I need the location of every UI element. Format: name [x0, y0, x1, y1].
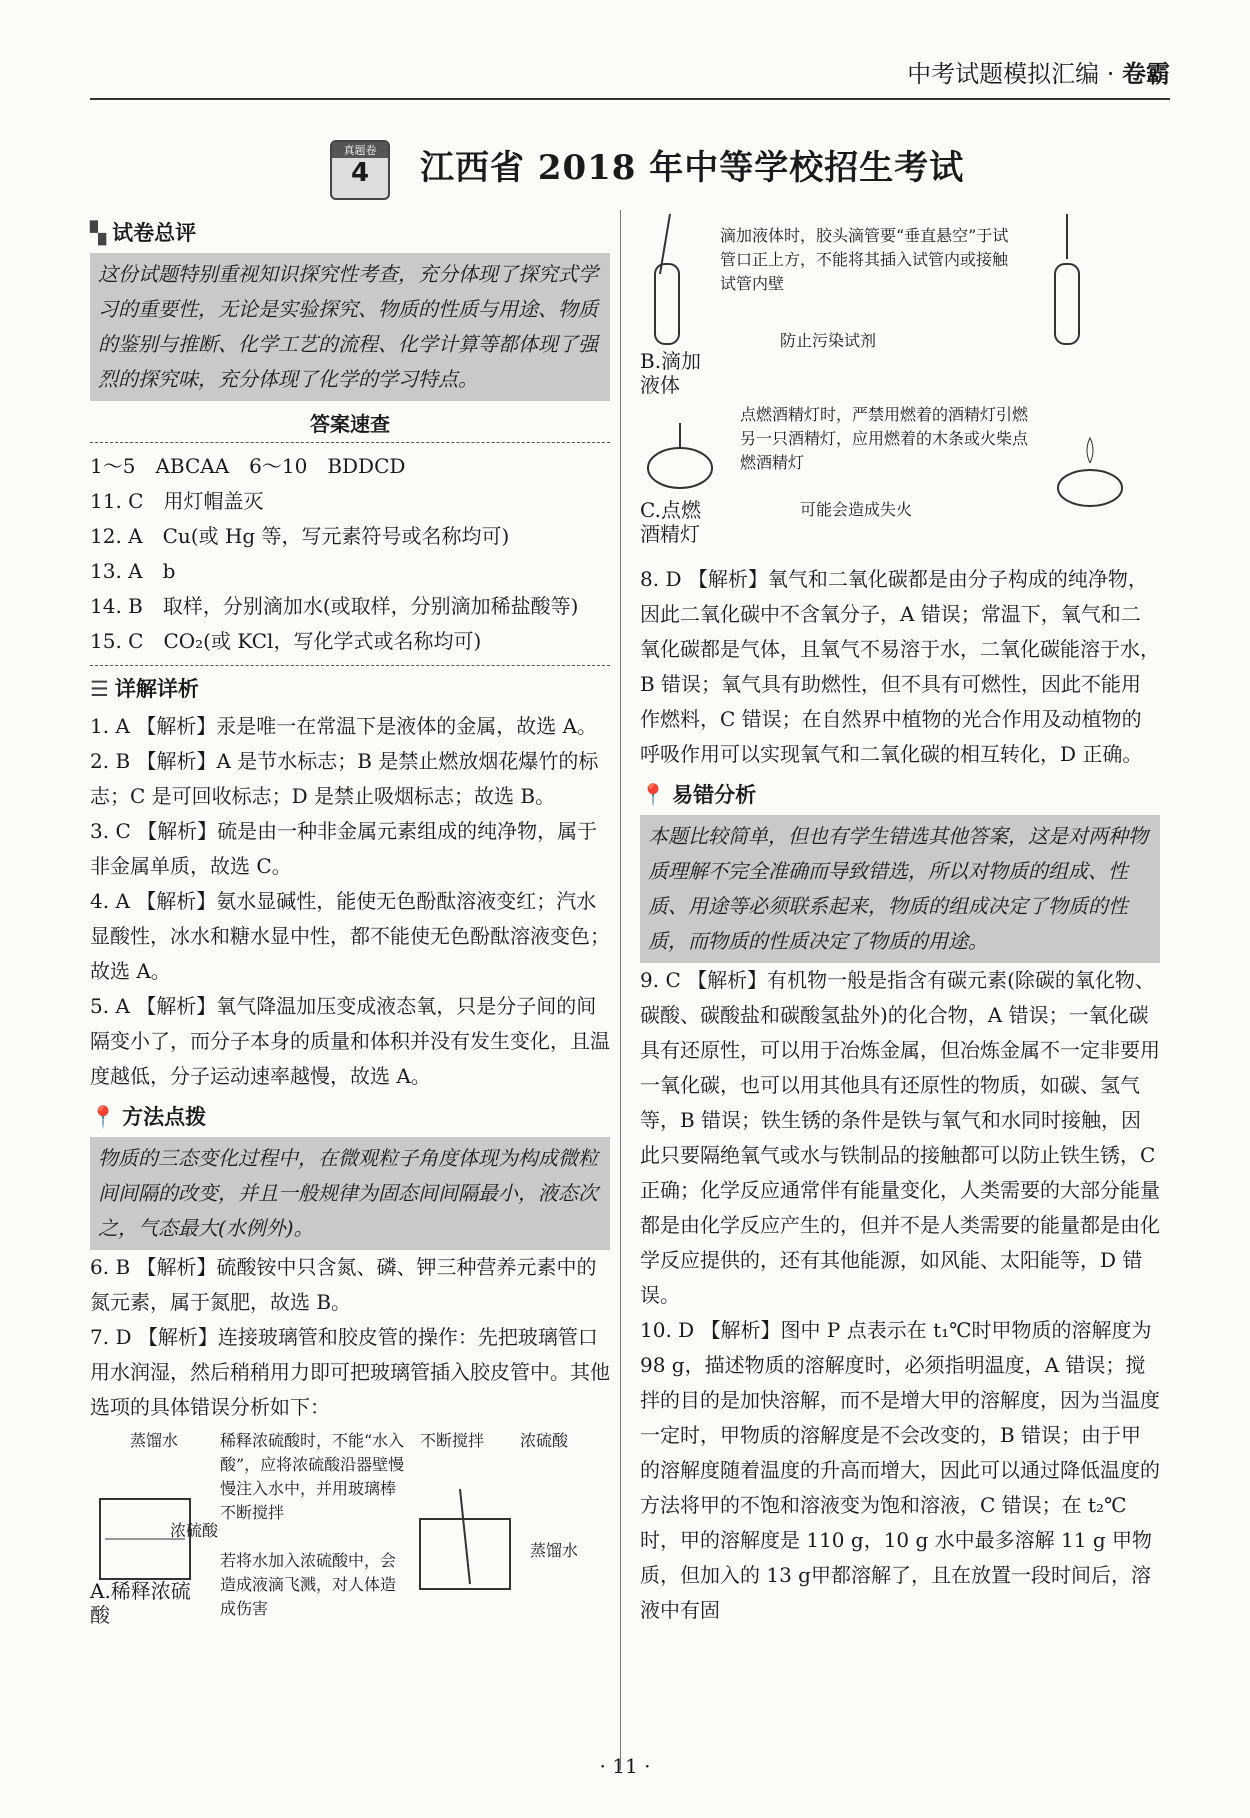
solution-item: 10. D 【解析】图中 P 点表示在 t₁℃时甲物质的溶解度为 98 g，描述物质的溶解度时，必须指明温度，A 错误；搅拌的目的是加快溶解，而不是增大甲的溶解度，因为当温度一定时，甲物质的溶解度是不会改变的，B 错误；由于甲的溶解度随着温度的升高而增大，因此可以通过降低温度的方法将甲的不饱和溶液变为饱和溶液，C 错误；在 t₂℃时，甲的溶解度是 110 g，10 g 水中最多溶解 11 g 甲物质，但加入的 13 g甲都溶解了，且在放置一段时间后，溶液中有固 — [640, 1318, 1160, 1622]
answer-line: 11. C 用灯帽盖灭 — [90, 489, 264, 513]
method-text: 物质的三态变化过程中，在微观粒子角度体现为构成微粒间间隔的改变，并且一般规律为固态间间隔最小，液态次之，气态最大(水例外)。 — [90, 1137, 610, 1250]
solution-item: 2. B 【解析】A 是节水标志；B 是禁止燃放烟花爆竹的标志；C 是可回收标志；D 是禁止吸烟标志；故选 B。 — [90, 749, 599, 808]
solution-item: 6. B 【解析】硫酸铵中只含氮、磷、钾三种营养元素中的氮元素，属于氮肥，故选 B。 — [90, 1255, 597, 1314]
header-rule — [90, 98, 1170, 100]
detail-heading — [90, 672, 610, 707]
paper-badge — [330, 140, 390, 200]
note-correct: 稀释浓硫酸时，不能“水入酸”，应将浓硫酸沿器壁慢慢注入水中，并用玻璃棒不断搅拌 — [220, 1431, 405, 1522]
method-label: 方法点拨 — [122, 1105, 207, 1129]
answer-line: 13. A b — [90, 559, 176, 583]
answer-line: 1～5 ABCAA 6～10 BDDCD — [90, 454, 406, 478]
solution-item: 1. A 【解析】汞是唯一在常温下是液体的金属，故选 A。 — [90, 714, 598, 738]
caption-c: C.点燃酒精灯 — [640, 498, 701, 546]
caption-b: B.滴加液体 — [640, 349, 702, 397]
review-label: 试卷总评 — [112, 221, 197, 245]
badge-number: 4 — [350, 158, 370, 188]
figure-dropper — [640, 214, 1160, 397]
label-water: 蒸馏水 — [130, 1431, 179, 1450]
solution-item: 4. A 【解析】氨水显碱性，能使无色酚酞溶液变红；汽水显酸性，冰水和糖水显中性，都不能使无色酚酞溶液变色；故选 A。 — [90, 889, 610, 983]
answer-line: 15. C CO₂(或 KCl，写化学式或名称均可) — [90, 629, 482, 653]
note-danger: 若将水加入浓硫酸中，会造成液滴飞溅，对人体造成伤害 — [220, 1551, 397, 1618]
lit-lamp-icon — [1050, 418, 1130, 518]
solution-item: 5. A 【解析】氧气降温加压变成液态氧，只是分子间的间隔变小了，而分子本身的质量和体积并没有发生变化，且温度越低，分子运动速率越慢，故选 A。 — [90, 994, 610, 1088]
left-column — [90, 210, 610, 1633]
answers-list — [90, 449, 610, 666]
test-tube-icon — [640, 214, 700, 354]
brand-name: 卷霸 — [1122, 60, 1170, 88]
right-column — [640, 210, 1160, 1628]
page-header — [907, 54, 1170, 89]
figure-dilute-acid — [90, 1429, 610, 1629]
label-stir: 不断搅拌 — [420, 1431, 485, 1450]
caption-a: A.稀释浓硫酸 — [90, 1579, 191, 1627]
figure-lamp — [640, 398, 1160, 558]
test-tube-correct-icon — [1040, 214, 1100, 354]
grid-icon: ▚ — [90, 221, 107, 245]
column-divider — [620, 210, 621, 1770]
answer-line: 12. A Cu(或 Hg 等，写元素符号或名称均可) — [90, 524, 510, 548]
method-heading — [90, 1100, 610, 1135]
location-pin-icon: 📍 — [90, 1105, 117, 1129]
answers-heading: 答案速查 — [90, 407, 610, 443]
note-fire: 可能会造成失火 — [800, 500, 913, 519]
label-water-2: 蒸馏水 — [530, 1541, 579, 1560]
error-text: 本题比较简单，但也有学生错选其他答案，这是对两种物质理解不完全准确而导致错选，所以对物质的组成、性质、用途等必须联系起来，物质的组成决定了物质的性质，而物质的性质决定了物质的用途。 — [640, 815, 1160, 963]
series-name: 中考试题模拟汇编 · — [907, 60, 1122, 88]
list-icon: ☰ — [90, 677, 109, 701]
error-label: 易错分析 — [672, 783, 757, 807]
page-title: 江西省 2018 年中等学校招生考试 — [420, 148, 965, 188]
alcohol-lamp-icon — [640, 398, 720, 498]
location-pin-icon: 📍 — [640, 783, 667, 807]
error-heading — [640, 778, 1160, 813]
page-number: · 11 · — [599, 1754, 651, 1778]
detail-label: 详解详析 — [114, 677, 199, 701]
note-lamp: 点燃酒精灯时，严禁用燃着的酒精灯引燃另一只酒精灯，应用燃着的木条或火柴点燃酒精灯 — [740, 405, 1029, 472]
label-acid-2: 浓硫酸 — [520, 1431, 569, 1450]
beaker-right-icon — [410, 1489, 520, 1599]
solution-item: 8. D 【解析】氧气和二氧化碳都是由分子构成的纯净物，因此二氧化碳中不含氧分子，A 错误；常温下，氧气和二氧化碳都是气体，且氧气不易溶于水，二氧化碳能溶于水，B 错误；氧气具有助燃性，但不具有可燃性，因此不能用作燃料，C 错误；在自然界中植物的光合作用及动植物的呼吸作用可以实现氧气和二氧化碳的相互转化，D 正确。 — [640, 567, 1160, 766]
badge-tag: 真题卷 — [332, 142, 388, 158]
note-contamination: 防止污染试剂 — [780, 331, 877, 350]
note-dropper: 滴加液体时，胶头滴管要“垂直悬空”于试管口正上方，不能将其插入试管内或接触试管内壁 — [720, 226, 1009, 293]
review-text: 这份试题特别重视知识探究性考查，充分体现了探究式学习的重要性，无论是实验探究、物质的性质与用途、物质的鉴别与推断、化学工艺的流程、化学计算等都体现了强烈的探究味，充分体现了化学的学习特点。 — [90, 253, 610, 401]
solution-item: 9. C 【解析】有机物一般是指含有碳元素(除碳的氧化物、碳酸、碳酸盐和碳酸氢盐外)的化合物，A 错误；一氧化碳具有还原性，可以用于冶炼金属，但冶炼金属不一定非要用一氧化碳，也可以用其他具有还原性的物质，如碳、氢气等，B 错误；铁生锈的条件是铁与氧气和水同时接触，因此只要隔绝氧气或水与铁制品的接触都可以防止铁生锈，C 正确；化学反应通常伴有能量变化，人类需要的大部分能量都是由化学反应产生的，但并不是人类需要的能量都是由化学反应提供的，还有其他能源，如风能、太阳能等，D 错误。 — [640, 968, 1160, 1307]
review-heading — [90, 216, 610, 251]
solution-item: 7. D 【解析】连接玻璃管和胶皮管的操作：先把玻璃管口用水润湿，然后稍稍用力即可把玻璃管插入胶皮管中。其他选项的具体错误分析如下： — [90, 1325, 610, 1419]
answer-line: 14. B 取样，分别滴加水(或取样，分别滴加稀盐酸等) — [90, 594, 579, 618]
label-acid: 浓硫酸 — [170, 1521, 219, 1540]
solution-item: 3. C 【解析】硫是由一种非金属元素组成的纯净物，属于非金属单质，故选 C。 — [90, 819, 598, 878]
